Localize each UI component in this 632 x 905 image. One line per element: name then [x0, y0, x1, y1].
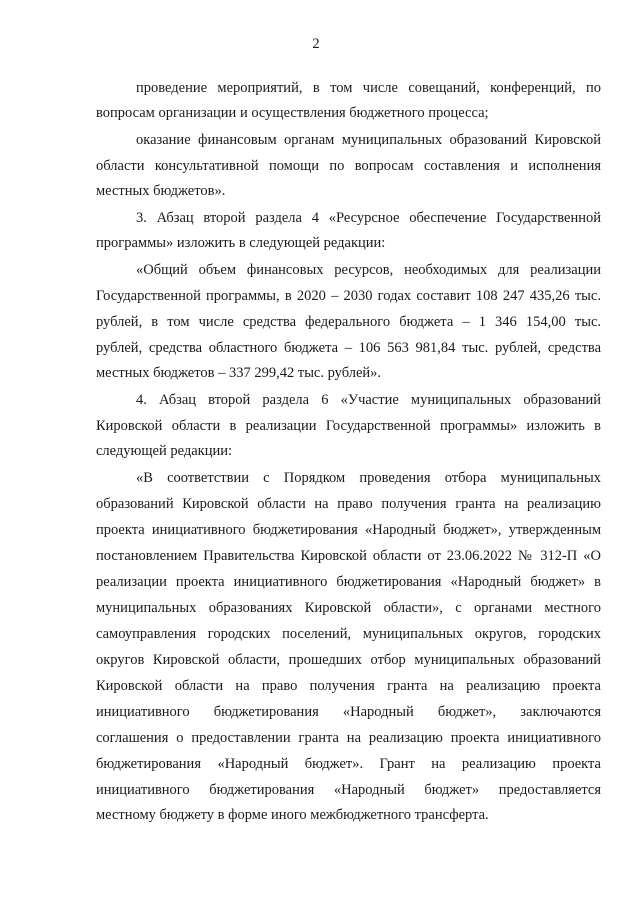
text-line: округов Кировской области, прошедших отбор муниципальных образований: [96, 652, 601, 668]
text-line: 3. Абзац второй раздела 4 «Ресурсное обеспечение Государственной: [136, 210, 601, 226]
text-line: местных бюджетов».: [96, 183, 226, 199]
text-line: области консультативной помощи по вопросам составления и исполнения: [96, 158, 601, 174]
text-line: рублей, в том числе средства федерального бюджета – 1 346 154,00 тыс.: [96, 314, 601, 330]
text-line: программы» изложить в следующей редакции:: [96, 235, 386, 251]
text-line: постановлением Правительства Кировской области от 23.06.2022 № 312-П «О: [96, 548, 601, 564]
text-line: бюджетирования «Народный бюджет». Грант на реализацию проекта: [96, 756, 601, 772]
text-line: проведение мероприятий, в том числе совещаний, конференций, по: [136, 80, 601, 96]
text-line: муниципальных образованиях Кировской области», с органами местного: [96, 600, 601, 616]
text-line: образований Кировской области на право получения гранта на реализацию: [96, 496, 601, 512]
text-line: реализации проекта инициативного бюджетирования «Народный бюджет» в: [96, 574, 601, 590]
text-line: инициативного бюджетирования «Народный бюджет» предоставляется: [96, 782, 601, 798]
text-line: Кировской области на право получения гранта на реализацию проекта: [96, 678, 601, 694]
text-line: инициативного бюджетирования «Народный бюджет», заключаются: [96, 704, 601, 720]
text-line: «В соответствии с Порядком проведения отбора муниципальных: [136, 470, 601, 486]
text-line: «Общий объем финансовых ресурсов, необходимых для реализации: [136, 262, 601, 278]
text-line: следующей редакции:: [96, 443, 233, 459]
text-line: соглашения о предоставлении гранта на реализацию проекта инициативного: [96, 730, 601, 746]
text-line: оказание финансовым органам муниципальных образований Кировской: [136, 132, 601, 148]
page-number: 2: [312, 36, 320, 52]
text-line: местному бюджету в форме иного межбюджетного трансферта.: [96, 807, 489, 823]
text-line: проекта инициативного бюджетирования «Народный бюджет», утвержденным: [96, 522, 601, 538]
text-line: вопросам организации и осуществления бюджетного процесса;: [96, 105, 489, 121]
text-line: Кировской области в реализации Государственной программы» изложить в: [96, 418, 601, 434]
text-line: самоуправления городских поселений, муниципальных округов, городских: [96, 626, 601, 642]
text-line: Государственной программы, в 2020 – 2030 годах составит 108 247 435,26 тыс.: [96, 288, 601, 304]
text-line: рублей, средства областного бюджета – 106 563 981,84 тыс. рублей, средства: [96, 340, 601, 356]
text-line: 4. Абзац второй раздела 6 «Участие муниципальных образований: [136, 392, 601, 408]
text-line: местных бюджетов – 337 299,42 тыс. рублей».: [96, 365, 382, 381]
